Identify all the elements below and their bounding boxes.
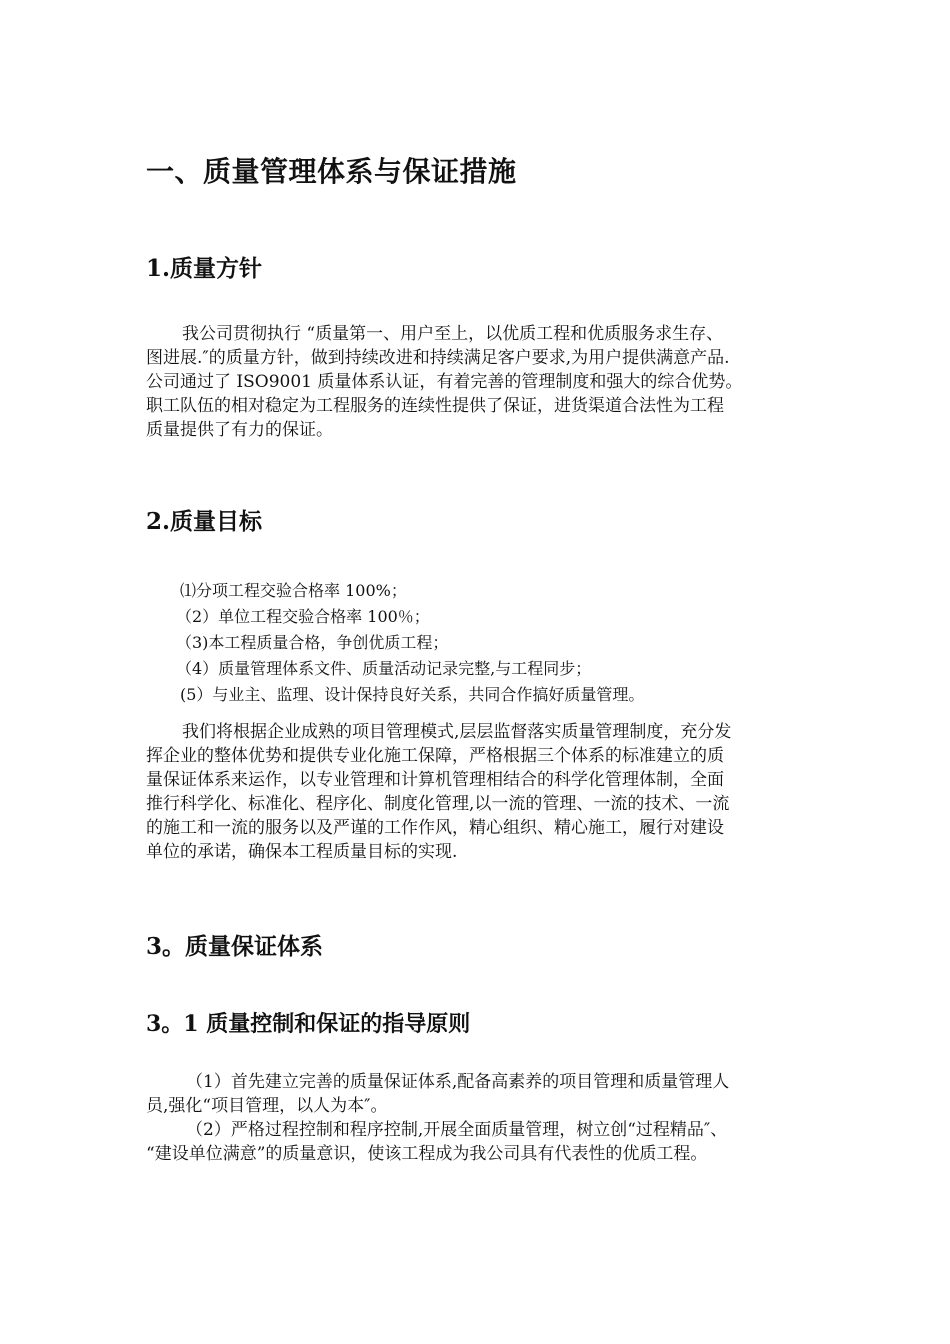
paragraph-line: 职工队伍的相对稳定为工程服务的连续性提供了保证，进货渠道合法性为工程	[146, 396, 724, 416]
quality-goals-list	[146, 578, 808, 708]
quality-policy-paragraph	[146, 322, 808, 442]
paragraph-line: 的施工和一流的服务以及严谨的工作作风，精心组织、精心施工，履行对建设	[146, 818, 724, 838]
paragraph-line: 单位的承诺，确保本工程质量目标的实现.	[146, 842, 458, 862]
paragraph-line: 我们将根据企业成熟的项目管理模式,层层监督落实质量管理制度，充分发	[182, 722, 732, 742]
section-heading-quality-assurance-system: 3。质量保证体系	[146, 933, 324, 960]
paragraph-line: 质量提供了有力的保证。	[146, 420, 333, 440]
list-item: （4）质量管理体系文件、质量活动记录完整,与工程同步；	[176, 659, 592, 678]
paragraph-line: 挥企业的整体优势和提供专业化施工保障，严格根据三个体系的标准建立的质	[146, 746, 724, 766]
list-item-line: 员,强化“项目管理，以人为本″。	[146, 1096, 388, 1116]
list-item-line: （1）首先建立完善的质量保证体系,配备高素养的项目管理和质量管理人	[186, 1072, 730, 1092]
document-title: 一、质量管理体系与保证措施	[146, 155, 517, 188]
list-item-line: （2）严格过程控制和程序控制,开展全面质量管理，树立创“过程精品″、	[186, 1120, 728, 1140]
list-item: (5）与业主、监理、设计保持良好关系，共同合作搞好质量管理。	[180, 685, 645, 704]
guiding-principles-list	[146, 1070, 808, 1166]
subsection-heading-guiding-principles: 3。1 质量控制和保证的指导原则	[146, 1011, 471, 1037]
paragraph-line: 量保证体系来运作，以专业管理和计算机管理相结合的科学化管理体制，全面	[146, 770, 724, 790]
quality-goals-paragraph	[146, 720, 808, 864]
paragraph-line: 公司通过了 ISO9001 质量体系认证，有着完善的管理制度和强大的综合优势。	[146, 372, 743, 392]
paragraph-line: 我公司贯彻执行 “质量第一、用户至上，以优质工程和优质服务求生存、	[182, 324, 724, 344]
list-item-line: “建设单位满意”的质量意识，使该工程成为我公司具有代表性的优质工程。	[146, 1144, 708, 1164]
paragraph-line: 推行科学化、标准化、程序化、制度化管理,以一流的管理、一流的技术、一流	[146, 794, 730, 814]
paragraph-line: 图进展.″的质量方针，做到持续改进和持续满足客户要求,为用户提供满意产品.	[146, 348, 730, 368]
list-item: ⑴分项工程交验合格率 100%；	[180, 581, 407, 600]
list-item: （2）单位工程交验合格率 100％；	[176, 607, 430, 626]
section-heading-quality-goals: 2.质量目标	[146, 508, 263, 535]
section-heading-quality-policy: 1.质量方针	[146, 255, 263, 282]
list-item: （3)本工程质量合格，争创优质工程；	[176, 633, 449, 652]
